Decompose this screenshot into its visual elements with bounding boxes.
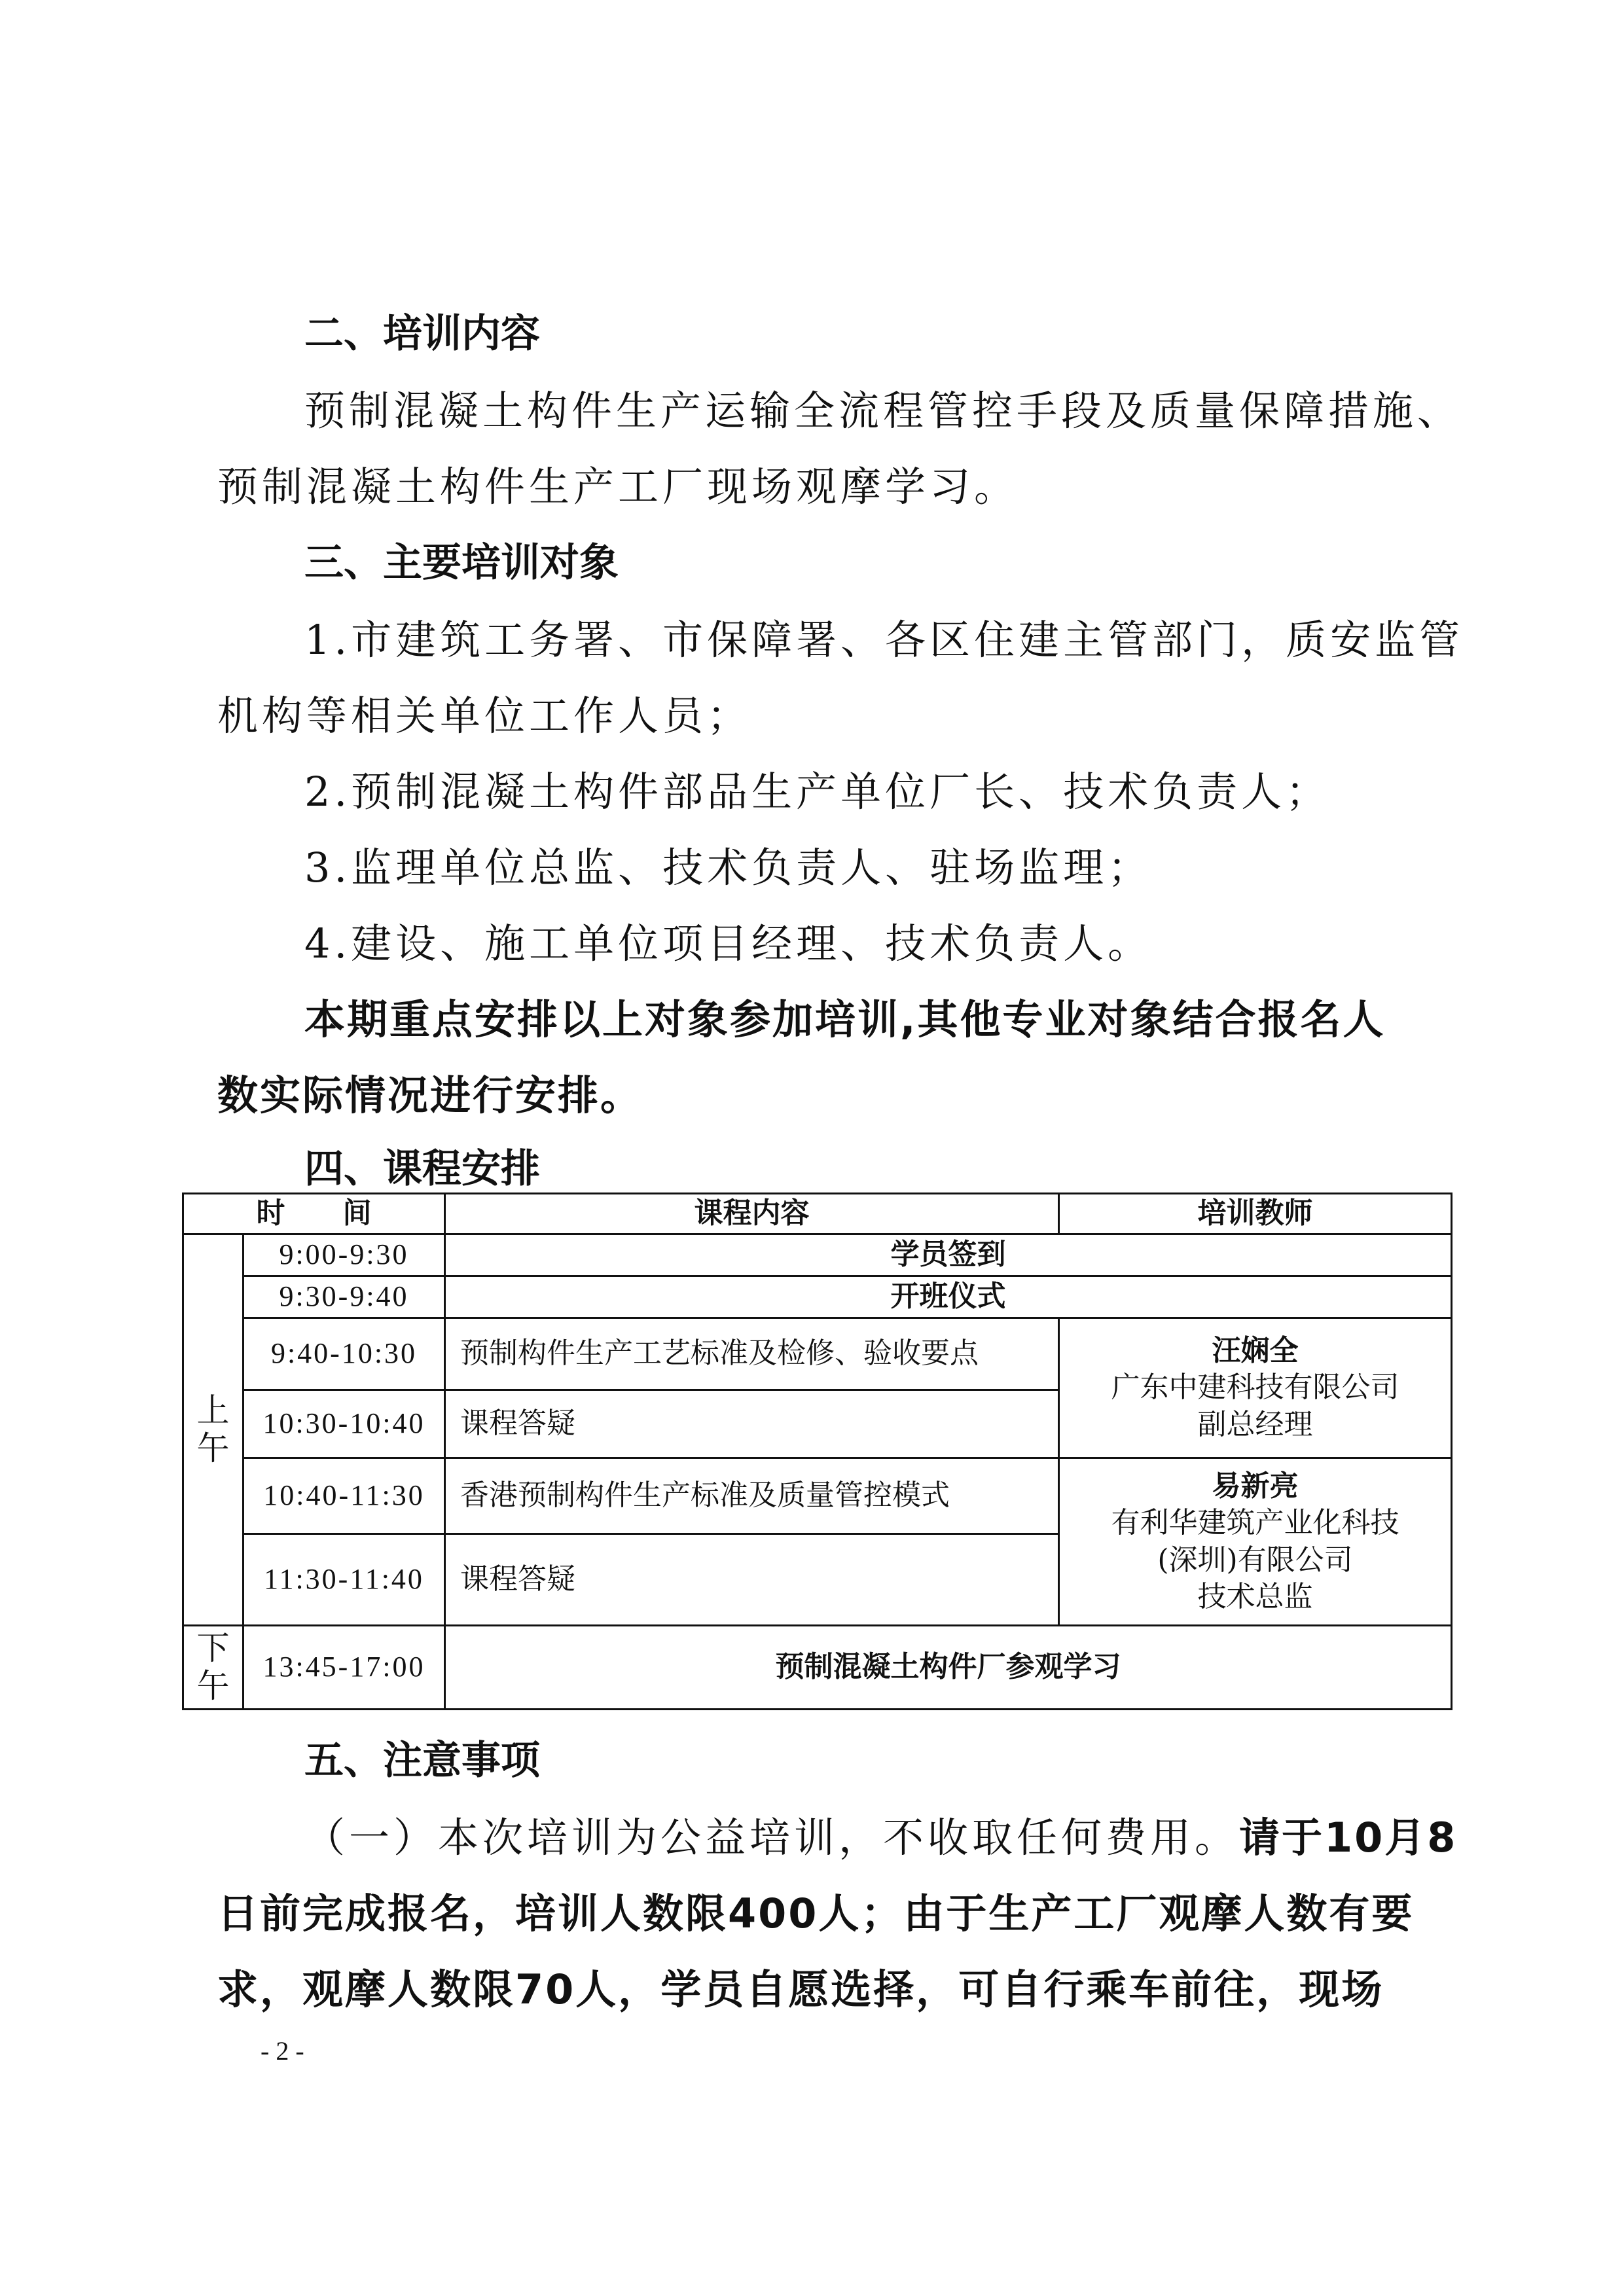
morning-label: 上午 (196, 1391, 230, 1467)
section-heading-notes-text: 五、注意事项 (304, 1738, 540, 1784)
time-cell: 11:30-11:40 (244, 1534, 445, 1626)
paragraph-line: 预制混凝土构件生产运输全流程管控手段及质量保障措施、 (304, 387, 1462, 435)
teacher-cell (1059, 1458, 1452, 1626)
audience-item: 1.市建筑工务署、市保障署、各区住建主管部门，质安监管 (304, 616, 1464, 664)
content-cell: 开班仪式 (445, 1276, 1452, 1318)
audience-item: 2.预制混凝土构件部品生产单位厂长、技术负责人； (304, 768, 1331, 816)
time-cell: 9:40-10:30 (244, 1318, 445, 1390)
table-row (183, 1318, 1452, 1390)
header-content: 课程内容 (445, 1194, 1059, 1234)
teacher-cell (1059, 1318, 1452, 1458)
audience-item: 3.监理单位总监、技术负责人、驻场监理； (304, 844, 1153, 891)
table-header-row (183, 1194, 1452, 1234)
content-cell: 预制混凝土构件厂参观学习 (445, 1626, 1452, 1710)
time-cell: 13:45-17:00 (244, 1626, 445, 1710)
audience-note: 本期重点安排以上对象参加培训,其他专业对象结合报名人 (304, 996, 1386, 1043)
teacher-org: 广东中建科技有限公司 (1111, 1371, 1399, 1405)
section-heading-audience: 三、主要培训对象 (304, 540, 619, 586)
notes-line-normal: （一）本次培训为公益培训，不收取任何费用。 (304, 1814, 1240, 1861)
page-number: - 2 - (261, 2036, 304, 2066)
section-heading-content: 二、培训内容 (304, 311, 540, 357)
time-cell: 10:30-10:40 (244, 1390, 445, 1458)
table-row (183, 1276, 1452, 1318)
teacher-name: 易新亮 (1212, 1469, 1299, 1503)
afternoon-label-cell (183, 1626, 244, 1710)
content-cell: 课程答疑 (445, 1390, 1059, 1458)
notes-line (304, 1805, 1457, 1863)
audience-item: 4.建设、施工单位项目经理、技术负责人。 (304, 920, 1153, 967)
morning-label-cell (183, 1234, 244, 1626)
time-cell: 9:30-9:40 (244, 1276, 445, 1318)
teacher-name: 汪娴全 (1212, 1334, 1299, 1368)
content-cell: 学员签到 (445, 1234, 1452, 1276)
audience-note-cont: 数实际情况进行安排。 (217, 1071, 643, 1119)
table-row (183, 1626, 1452, 1710)
header-teacher: 培训教师 (1059, 1194, 1452, 1234)
teacher-org: 有利华建筑产业化科技 (1111, 1506, 1399, 1540)
audience-item-cont: 机构等相关单位工作人员； (217, 692, 752, 740)
teacher-title: 副总经理 (1197, 1407, 1313, 1441)
afternoon-label: 下午 (196, 1629, 230, 1705)
notes-line-cont: 日前完成报名，培训人数限400人；由于生产工厂观摩人数有要 (217, 1890, 1415, 1937)
table-row (183, 1458, 1452, 1534)
header-time: 时 间 (183, 1194, 445, 1234)
time-cell: 10:40-11:30 (244, 1458, 445, 1534)
notes-line-cont: 求，观摩人数限70人，学员自愿选择，可自行乘车前往，现场 (217, 1965, 1384, 2013)
content-cell: 预制构件生产工艺标准及检修、验收要点 (445, 1318, 1059, 1390)
notes-line-bold: 请于10月8 (1239, 1814, 1458, 1861)
content-cell: 课程答疑 (445, 1534, 1059, 1626)
paragraph-line: 预制混凝土构件生产工厂现场观摩学习。 (217, 463, 1019, 511)
teacher-title: 技术总监 (1197, 1579, 1313, 1613)
content-cell: 香港预制构件生产标准及质量管控模式 (445, 1458, 1059, 1534)
time-cell: 9:00-9:30 (244, 1234, 445, 1276)
teacher-org: (深圳)有限公司 (1157, 1543, 1353, 1577)
schedule-table (182, 1193, 1453, 1710)
section-heading-notes (304, 1729, 540, 1785)
section-heading-schedule: 四、课程安排 (304, 1146, 540, 1192)
table-row (183, 1234, 1452, 1276)
